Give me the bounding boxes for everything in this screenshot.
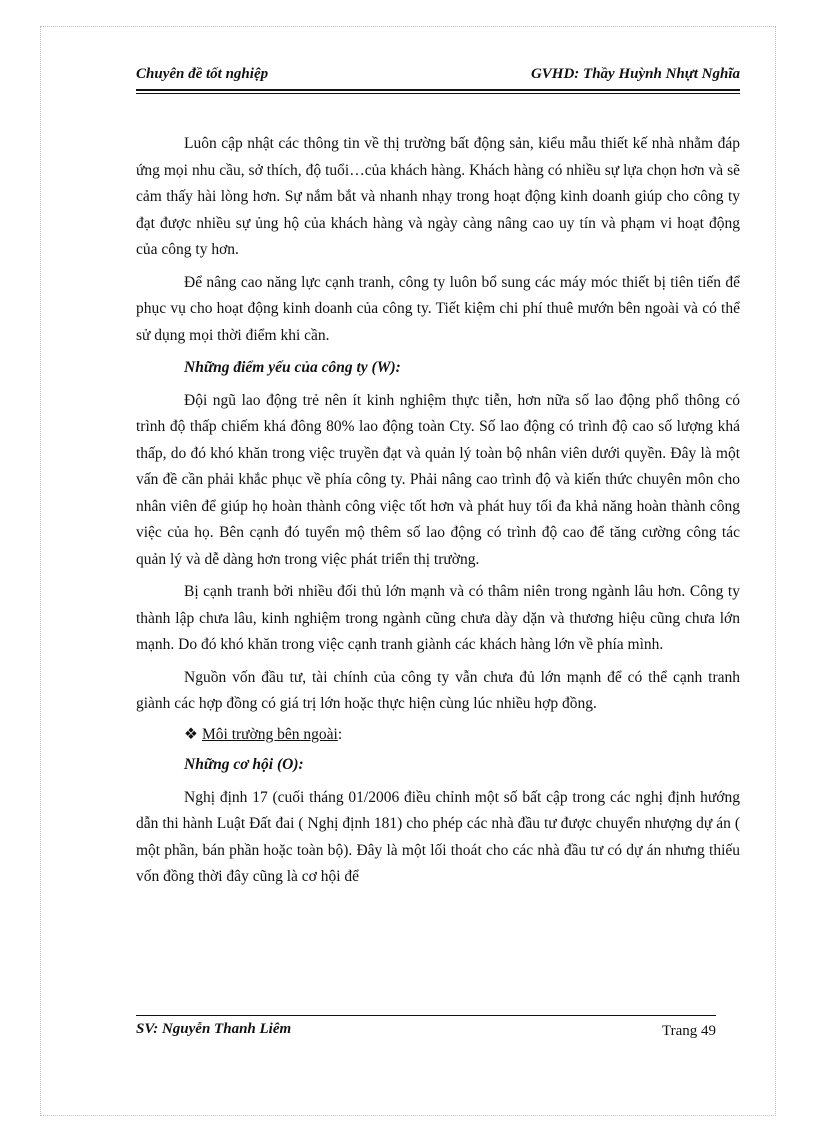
page-body xyxy=(136,131,740,897)
page-number: Trang 49 xyxy=(661,1023,716,1039)
diamond-bullet-icon: ❖ xyxy=(184,725,198,743)
paragraph-market-updates: Luôn cập nhật các thông tin về thị trường bất động sản, kiểu mẫu thiết kế nhà nhằm đáp ứng mọi nhu cầu, sở thích, độ tuổi…của khách hàng. Khách hàng có nhiều sự lựa chọn hơn và sẽ cảm thấy hài lòng hơn. Sự nắm bắt và nhanh nhạy trong hoạt động kinh doanh giúp cho công ty đạt được nhiều sự ủng hộ của khách hàng và ngày càng nâng cao uy tín và phạm vi hoạt động của công ty hơn. xyxy=(136,135,740,258)
header-advisor: GVHD: Thầy Huỳnh Nhựt Nghĩa xyxy=(530,66,740,82)
opportunities-heading: Những cơ hội (O): xyxy=(184,756,304,773)
page-header xyxy=(136,66,740,88)
page-footer xyxy=(136,1021,716,1043)
paragraph-competition: Bị cạnh tranh bởi nhiều đối thủ lớn mạnh và có thâm niên trong ngành lâu hơn. Công ty thành lập chưa lâu, kinh nghiệm trong ngành cũng chưa dày dặn và thương hiệu cũng chưa lớn mạnh. Do đó khó khăn trong việc cạnh tranh giành các khách hàng lớn về phía mình. xyxy=(136,583,740,653)
header-rule xyxy=(136,89,740,91)
header-rule-thin xyxy=(136,93,740,94)
paragraph-decree-17: Nghị định 17 (cuối tháng 01/2006 điều chỉnh một số bất cập trong các nghị định hướng dẫn thi hành Luật Đất đai ( Nghị định 181) cho phép các nhà đầu tư được chuyển nhượng dự án ( một phần, bán phần hoặc toàn bộ). Đây là một lối thoát cho các nhà đầu tư có dự án nhưng thiếu vốn đồng thời đây cũng là cơ hội để xyxy=(136,788,740,885)
external-environment-label: Môi trường bên ngoài xyxy=(202,725,338,743)
external-environment-colon: : xyxy=(337,725,343,743)
paragraph-competitiveness: Để nâng cao năng lực cạnh tranh, công ty luôn bổ sung các máy móc thiết bị tiên tiến để phục vụ cho hoạt động kinh doanh của công ty. Tiết kiệm chi phí thuê mướn bên ngoài và có thể sử dụng mọi thời điểm khi cần. xyxy=(136,273,740,344)
footer-rule xyxy=(136,1015,716,1016)
footer-student-name: SV: Nguyễn Thanh Liêm xyxy=(136,1021,292,1037)
paragraph-workforce: Đội ngũ lao động trẻ nên ít kinh nghiệm thực tiễn, hơn nữa số lao động phổ thông có trình độ thấp chiếm khá đông 80% lao động toàn Cty. Số lao động có trình độ cao số lượng khá thấp, do đó khó khăn trong việc truyền đạt và quản lý toàn bộ nhân viên dưới quyền. Đây là một vấn đề cần phải khắc phục về phía công ty. Phải nâng cao trình độ và kiến thức chuyên môn cho nhân viên để giúp họ hoàn thành công việc tốt hơn và phát huy tối đa khả năng hoàn thành công việc của họ. Bên cạnh đó tuyển mộ thêm số lao động có trình độ cao để tăng cường công tác quản lý và dễ dàng hơn trong việc phát triển thị trường. xyxy=(136,391,740,568)
paragraph-capital: Nguồn vốn đầu tư, tài chính của công ty vẫn chưa đủ lớn mạnh để có thể cạnh tranh giành các hợp đồng có giá trị lớn hoặc thực hiện cùng lúc nhiều hợp đồng. xyxy=(136,668,740,712)
header-document-title: Chuyên đề tốt nghiệp xyxy=(136,66,269,82)
external-environment-heading xyxy=(136,722,740,749)
weaknesses-heading: Những điểm yếu của công ty (W): xyxy=(184,359,401,376)
